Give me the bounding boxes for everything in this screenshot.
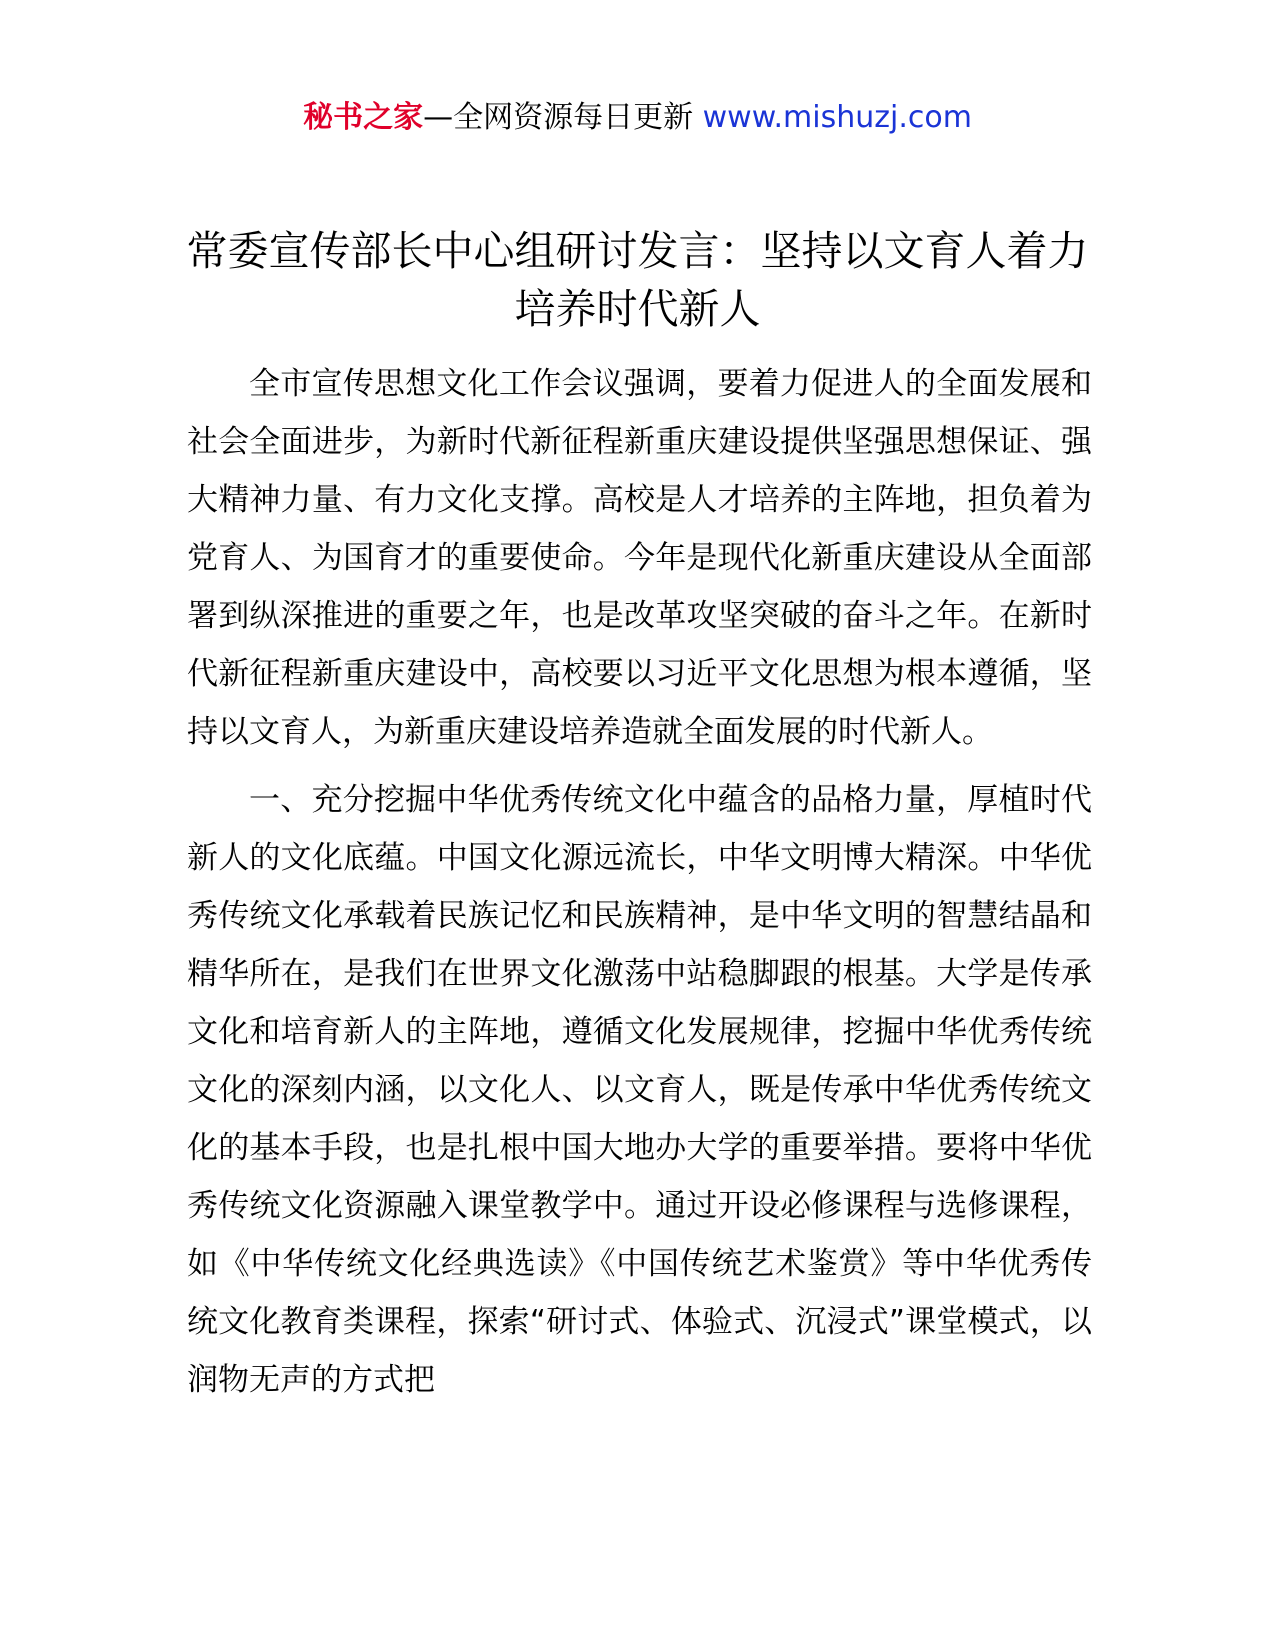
document-title: 常委宣传部长中心组研讨发言：坚持以文育人着力培养时代新人: [186, 227, 1089, 333]
site-url-link[interactable]: www.mishuzj.com: [702, 100, 972, 135]
header-slogan: 全网资源每日更新: [453, 100, 703, 135]
site-brand: 秘书之家: [303, 100, 424, 135]
paragraph-intro: 全市宣传思想文化工作会议强调，要着力促进人的全面发展和社会全面进步，为新时代新征程新重庆建设提供坚强思想保证、强大精神力量、有力文化支撑。高校是人才培养的主阵地，担负着为党育人、为国育才的重要使命。今年是现代化新重庆建设从全面部署到纵深推进的重要之年，也是改革攻坚突破的奋斗之年。在新时代新征程新重庆建设中，高校要以习近平文化思想为根本遵循，坚持以文育人，为新重庆建设培养造就全面发展的时代新人。: [187, 366, 1092, 750]
header-dash: —: [423, 100, 454, 135]
site-header: [0, 96, 1275, 140]
document-body: [187, 355, 1092, 1409]
paragraph-section-one: 一、充分挖掘中华优秀传统文化中蕴含的品格力量，厚植时代新人的文化底蕴。中国文化源远流长，中华文明博大精深。中华优秀传统文化承载着民族记忆和民族精神，是中华文明的智慧结晶和精华所在，是我们在世界文化激荡中站稳脚跟的根基。大学是传承文化和培育新人的主阵地，遵循文化发展规律，挖掘中华优秀传统文化的深刻内涵，以文化人、以文育人，既是传承中华优秀传统文化的基本手段，也是扎根中国大地办大学的重要举措。要将中华优秀传统文化资源融入课堂教学中。通过开设必修课程与选修课程，如《中华传统文化经典选读》《中国传统艺术鉴赏》等中华优秀传统文化教育类课程，探索“研讨式、体验式、沉浸式”课堂模式，以润物无声的方式把: [187, 782, 1092, 1398]
